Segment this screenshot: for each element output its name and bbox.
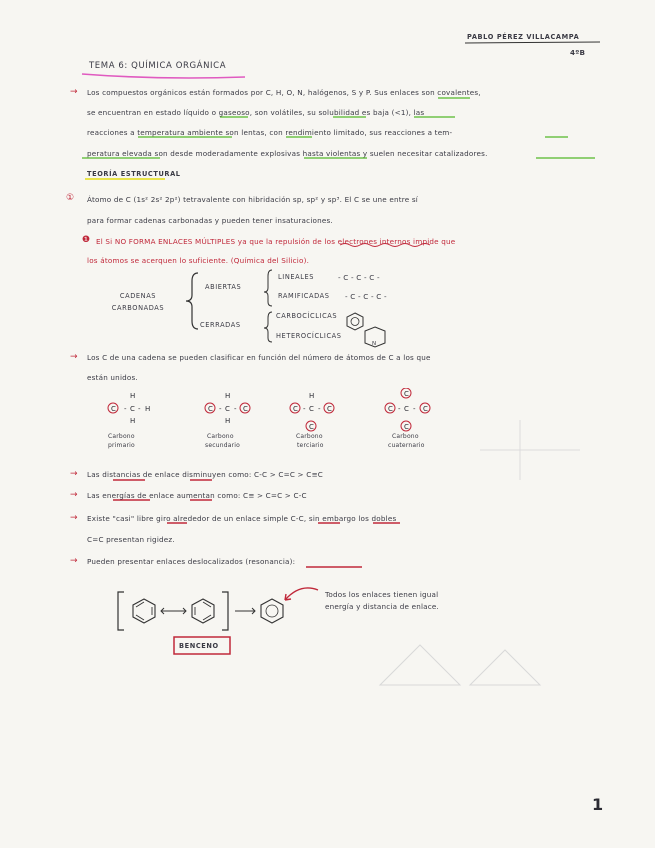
svg-text:-: - (303, 405, 306, 413)
bullet-arrow-icon: → (70, 352, 78, 362)
hetero-atom: N (372, 341, 377, 347)
quaternary-carbon-structure (385, 388, 430, 431)
author-name: PABLO PÉREZ VILLACAMPA (467, 33, 580, 41)
svg-text:H: H (225, 392, 231, 400)
intro-line: Los compuestos orgánicos están formados por C, H, O, N, halógenos, S y P. Sus enlaces son covalentes, (87, 88, 481, 97)
svg-text:C: C (404, 405, 409, 413)
carbon-type-label: Carbono (207, 433, 234, 440)
section-title: TEORÍA ESTRUCTURAL (87, 170, 181, 178)
svg-text:C: C (423, 405, 428, 413)
group-label: 4ºB (570, 48, 586, 57)
secondary-carbon-structure (205, 392, 250, 425)
svg-text:C: C (388, 405, 393, 413)
closed-chains: CERRADAS (200, 321, 241, 329)
types-line: Los C de una cadena se pueden clasificar en función del número de átomos de C a los que (87, 353, 431, 362)
svg-text:H: H (145, 405, 151, 413)
branched-chains: RAMIFICADAS (278, 292, 330, 300)
primary-carbon-structure (108, 392, 150, 425)
note-line: los átomos se acerquen lo suficiente. (Química del Silicio). (87, 256, 310, 265)
svg-text:-: - (413, 405, 416, 413)
carbon-type-label: primario (108, 442, 135, 449)
bond-line: Existe "casi" libre giro alrededor de un enlace simple C-C, sin embargo los dobles (87, 514, 397, 523)
bullet-arrow-icon: → (70, 556, 78, 566)
resonance-note: energía y distancia de enlace. (325, 602, 440, 611)
branched-formula: - C - C - C - (345, 292, 387, 301)
carbon-type-label: Carbono (296, 433, 323, 440)
bullet-arrow-icon: → (70, 87, 78, 97)
tertiary-carbon-structure (290, 392, 334, 431)
bullet-arrow-icon: → (70, 469, 78, 479)
svg-text:C: C (404, 423, 409, 431)
svg-text:C: C (208, 405, 213, 413)
svg-text:-: - (318, 405, 321, 413)
svg-text:-: - (219, 405, 222, 413)
svg-text:-: - (138, 405, 141, 413)
resonance-note: Todos los enlaces tienen igual (325, 590, 439, 599)
linear-chains: LINEALES (278, 273, 315, 281)
svg-text:C: C (309, 405, 314, 413)
svg-text:H: H (130, 417, 136, 425)
topic-title: TEMA 6: QUÍMICA ORGÁNICA (89, 61, 227, 71)
chains-root: CADENAS CARBONADAS (111, 292, 165, 312)
svg-text:C: C (309, 423, 314, 431)
svg-text:-: - (398, 405, 401, 413)
linear-formula: - C - C - C - (338, 273, 380, 282)
bond-line: Pueden presentar enlaces deslocalizados (resonancia): (87, 557, 296, 566)
bullet-arrow-icon: → (70, 490, 78, 500)
carbon-type-label: Carbono (392, 433, 419, 440)
number-circle-icon: ① (66, 193, 75, 203)
bond-line: Las energías de enlace aumentan como: C≡ > C=C > C-C (87, 491, 307, 500)
svg-text:-: - (234, 405, 237, 413)
bullet-arrow-icon: → (70, 513, 78, 523)
page-number: 1 (592, 795, 604, 814)
carbon-type-structures (95, 388, 455, 438)
svg-text:H: H (130, 392, 136, 400)
carbon-type-label: secundario (205, 442, 241, 449)
warning-circle-icon: ❶ (82, 235, 91, 245)
svg-text:C: C (327, 405, 332, 413)
svg-text:H: H (225, 417, 231, 425)
svg-text:C: C (243, 405, 248, 413)
svg-text:C: C (111, 405, 116, 413)
intro-line: peratura elevada son desde moderadamente explosivas hasta violentas y suelen necesitar catalizadores. (87, 149, 488, 158)
note-line: El Si NO FORMA ENLACES MÚLTIPLES ya que la repulsión de los electrones internos impide que (96, 237, 456, 246)
item-line: para formar cadenas carbonadas y pueden tener insaturaciones. (87, 216, 333, 225)
carbon-type-label: cuaternario (388, 442, 425, 449)
svg-text:C: C (293, 405, 298, 413)
svg-text:-: - (124, 405, 127, 413)
svg-text:H: H (309, 392, 315, 400)
intro-line: se encuentran en estado líquido o gaseoso, son volátiles, su solubilidad es baja (<1), las (87, 108, 425, 117)
carbon-type-label: terciario (297, 442, 324, 449)
svg-text:C: C (225, 405, 230, 413)
carbon-type-label: Carbono (108, 433, 135, 440)
types-line: están unidos. (87, 373, 138, 382)
bond-line: Las distancias de enlace disminuyen como: C-C > C=C > C≡C (87, 470, 323, 479)
heterocyclic-chains: HETEROCÍCLICAS (276, 332, 342, 340)
carbocyclic-chains: CARBOCÍCLICAS (276, 312, 338, 320)
svg-text:C: C (404, 390, 409, 398)
svg-text:C: C (130, 405, 135, 413)
bond-line: C=C presentan rigidez. (87, 535, 175, 544)
intro-line: reacciones a temperatura ambiente son lentas, con rendimiento limitado, sus reacciones a tem- (87, 128, 453, 137)
open-chains: ABIERTAS (205, 283, 242, 291)
item-line: Átomo de C (1s² 2s² 2p²) tetravalente con hibridación sp, sp² y sp³. El C se une entre sí (87, 195, 419, 204)
benzene-label: BENCENO (179, 642, 219, 650)
